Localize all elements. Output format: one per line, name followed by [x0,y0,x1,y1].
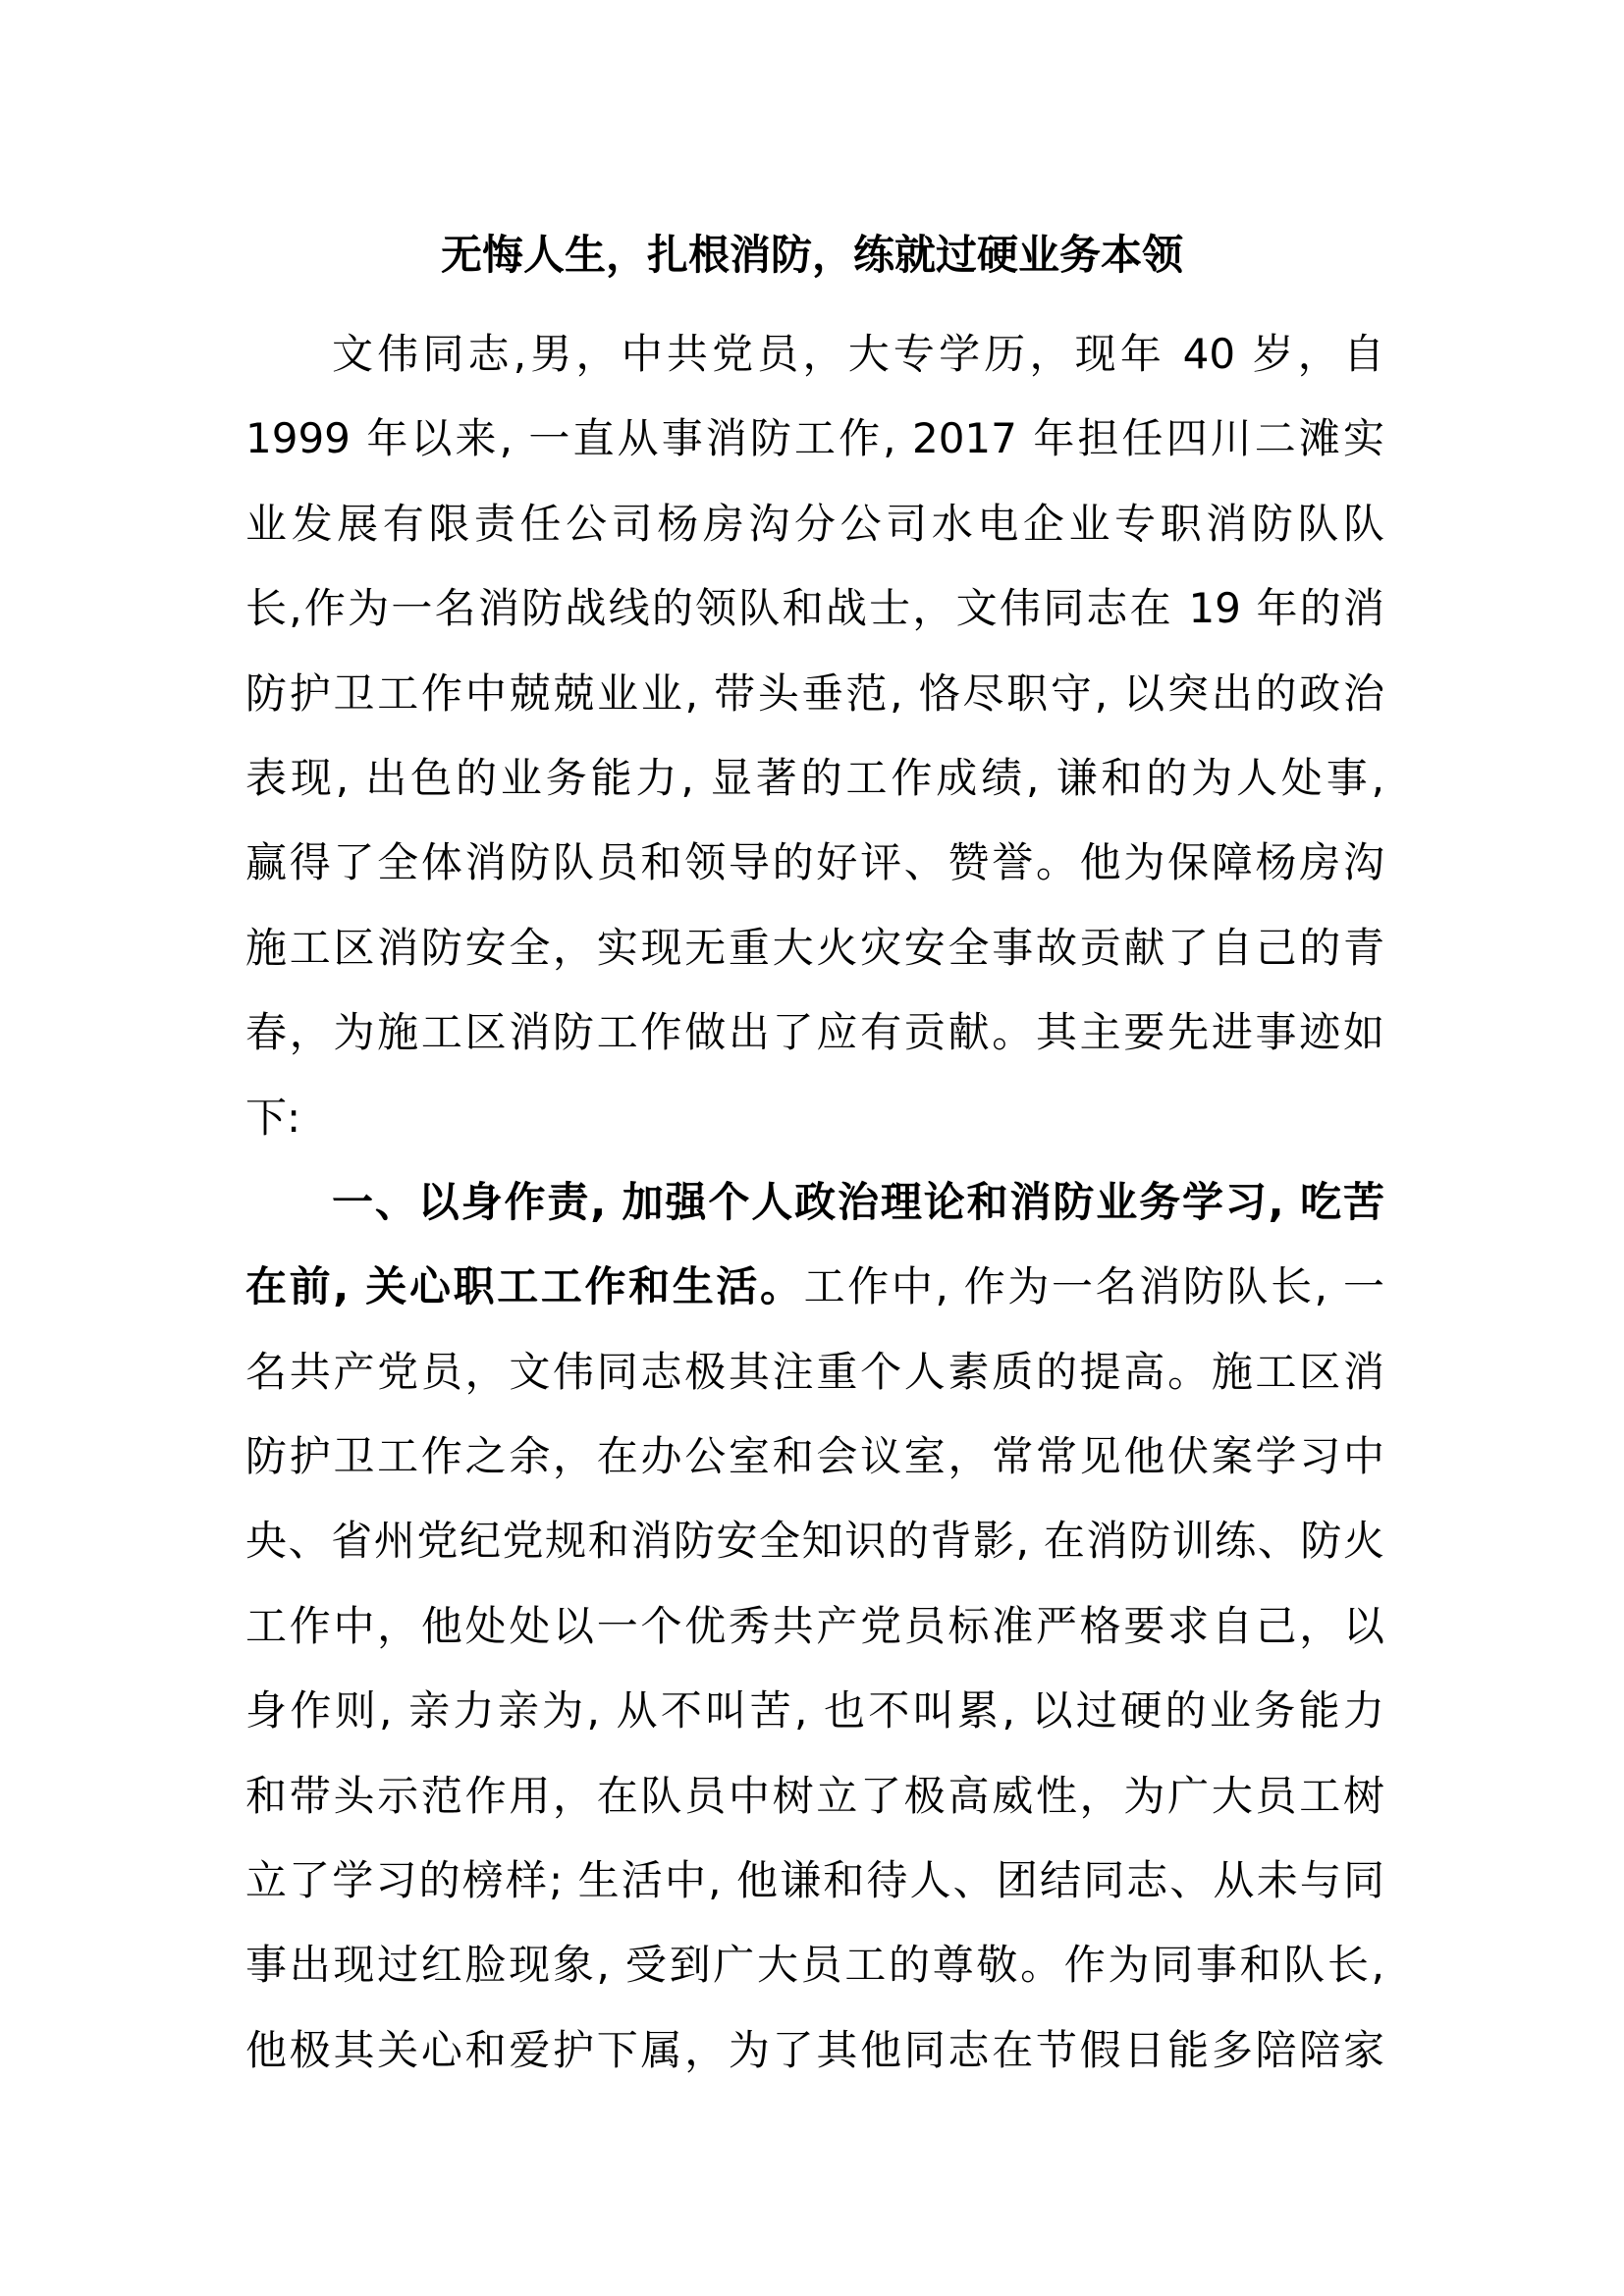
section-heading: 一、以身作责, 加强个人政治理论和消防业务学习, 吃苦 [332,1177,1384,1226]
paragraph-line: 文伟同志,男，中共党员，大专学历，现年 40 岁，自 [332,330,1384,378]
paragraph-line: 身作则, 亲力亲为, 从不叫苦, 也不叫累, 以过硬的业务能力 [245,1686,1384,1735]
section-heading-line [245,1160,1384,1245]
paragraph-line: 他极其关心和爱护下属，为了其他同志在节假日能多陪陪家 [245,2025,1384,2074]
paragraph-line: 1999 年以来, 一直从事消防工作, 2017 年担任四川二滩实 [245,414,1384,463]
paragraph-line: 和带头示范作用，在队员中树立了极高威性，为广大员工树 [245,1771,1384,1820]
paragraph-line: 防护卫工作之余，在办公室和会议室，常常见他伏案学习中 [245,1432,1384,1481]
paragraph-line: 春，为施工区消防工作做出了应有贡献。其主要先进事迹如 [245,1008,1384,1057]
paragraph-line: 央、省州党纪党规和消防安全知识的背影, 在消防训练、防火 [245,1517,1384,1566]
paragraph-line: 事出现过红脸现象, 受到广大员工的尊敬。作为同事和队长, [245,1941,1384,1990]
paragraph-line: 施工区消防安全，实现无重大火灾安全事故贡献了自己的青 [245,923,1384,972]
paragraph-line: 防护卫工作中兢兢业业, 带头垂范, 恪尽职守, 以突出的政治 [245,668,1384,718]
document-body [245,312,1384,2093]
paragraph-line: 业发展有限责任公司杨房沟分公司水电企业专职消防队队 [245,499,1384,548]
paragraph-line: 立了学习的榜样; 生活中, 他谦和待人、团结同志、从未与同 [245,1856,1384,1905]
paragraph-line: 在前, 关心职工工作和生活。工作中, 作为一名消防队长, 一 [245,1262,1385,1311]
paragraph-line: 名共产党员，文伟同志极其注重个人素质的提高。施工区消 [245,1347,1384,1396]
paragraph-line: 下: [245,1093,301,1142]
paragraph-line: 工作中，他处处以一个优秀共产党员标准严格要求自己，以 [245,1601,1384,1650]
section-heading: 在前, 关心职工工作和生活。 [245,1262,804,1311]
paragraph-line: 赢得了全体消防队员和领导的好评、赞誉。他为保障杨房沟 [245,838,1384,887]
paragraph-line: 表现, 出色的业务能力, 显著的工作成绩, 谦和的为人处事, [245,753,1384,802]
document-title: 无悔人生，扎根消防，练就过硬业务本领 [440,231,1183,279]
paragraph-line: 长,作为一名消防战线的领队和战士，文伟同志在 19 年的消 [245,584,1384,633]
